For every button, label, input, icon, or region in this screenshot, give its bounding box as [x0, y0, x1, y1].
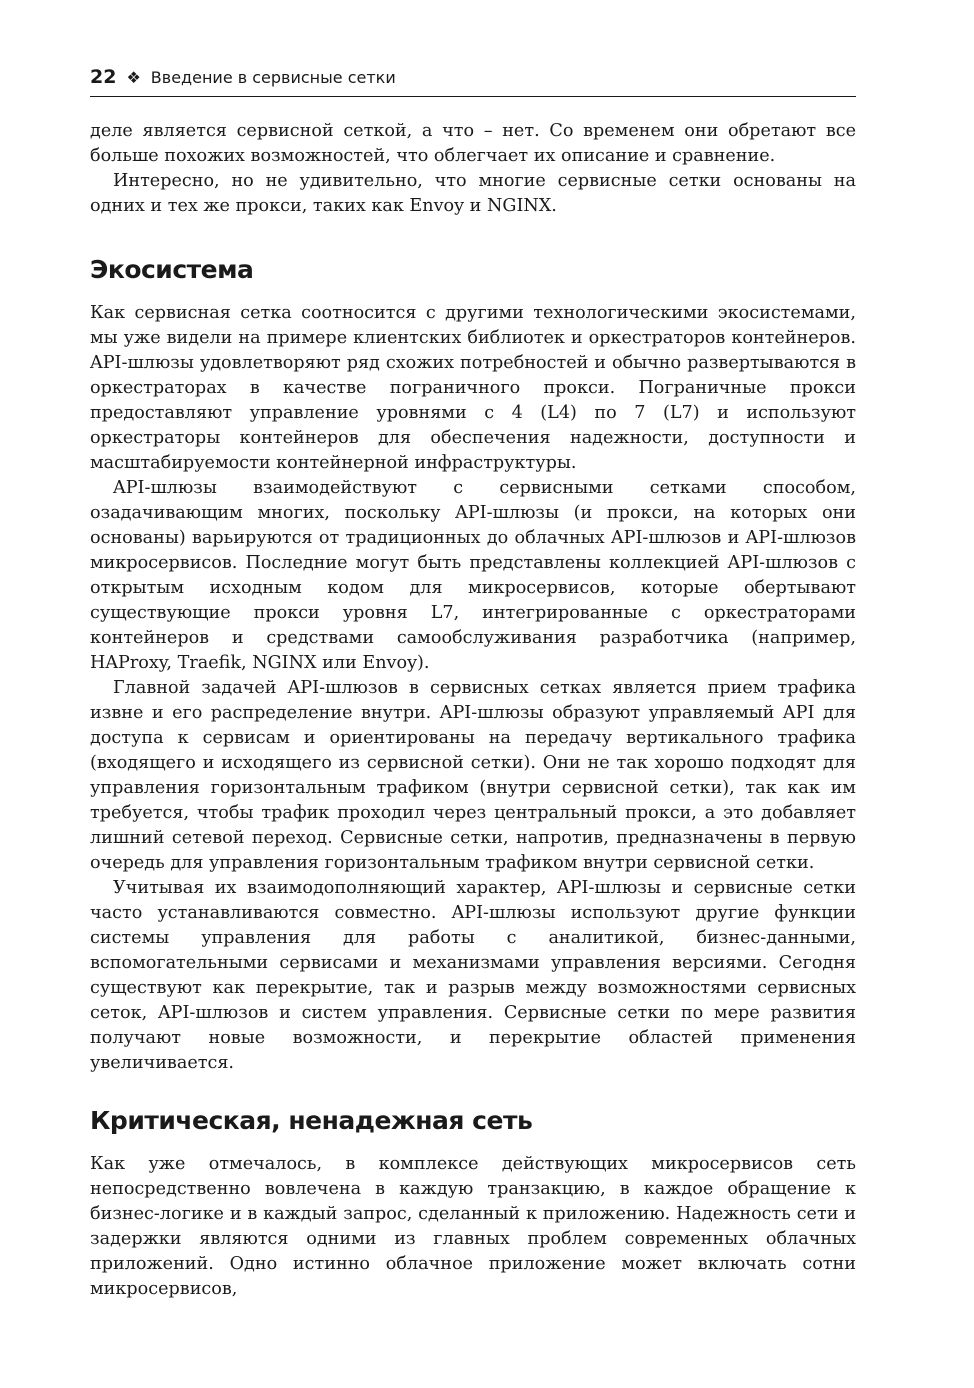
section-heading-network: Критическая, ненадежная сеть [90, 1106, 533, 1135]
ecosystem-paragraph-2: API-шлюзы взаимодействуют с сервисными сетками способом, озадачивающим многих, поскольку API-шлюзы (и прокси, на которых они основаны) варьируются от традиционных до облачных API-шлюзов и API-шлюзов микросервисов. Последние могут быть представлены коллекцией API-шлюзов с открытым исходным кодом для микросервисов, которые обертывают существующие прокси уровня L7, интегрированные с оркестраторами контейнеров и средствами самообслуживания разработчика (например, HAProxy, Traefik, NGINX или Envoy). [90, 478, 856, 673]
intro-paragraph-2: Интересно, но не удивительно, что многие сервисные сетки основаны на одних и тех же прокси, таких как Envoy и NGINX. [90, 171, 856, 216]
ecosystem-paragraph-1: Как сервисная сетка соотносится с другими технологическими экосистемами, мы уже видели на примере клиентских библиотек и оркестраторов контейнеров. API-шлюзы удовлетворяют ряд схожих потребностей и обычно развертываются в оркестраторах в качестве пограничного прокси. Пограничные прокси предоставляют управление уровнями с 4 (L4) по 7 (L7) и используют оркестраторы контейнеров для обеспечения надежности, доступности и масштабируемости контейнерной инфраструктуры. [90, 303, 856, 473]
running-header [90, 66, 856, 97]
page-number: 22 [90, 66, 117, 88]
running-title: Введение в сервисные сетки [150, 68, 396, 87]
book-page [90, 66, 856, 1302]
ornament-icon: ❖ [126, 68, 141, 87]
ecosystem-paragraph-4: Учитывая их взаимодополняющий характер, API-шлюзы и сервисные сетки часто устанавливаются совместно. API-шлюзы используют другие функции системы управления для работы с аналитикой, бизнес-данными, вспомогательными сервисами и механизмами управления версиями. Сегодня существуют как перекрытие, так и разрыв между возможностями сервисных сеток, API-шлюзов и систем управления. Сервисные сетки по мере развития получают новые возможности, и перекрытие областей применения увеличивается. [90, 878, 856, 1073]
ecosystem-paragraph-3: Главной задачей API-шлюзов в сервисных сетках является прием трафика извне и его распределение внутри. API-шлюзы образуют управляемый API для доступа к сервисам и ориентированы на передачу вертикального трафика (входящего и исходящего из сервисной сетки). Они не так хорошо подходят для управления горизонтальным трафиком (внутри сервисной сетки), так как им требуется, чтобы трафик проходил через центральный прокси, а это добавляет лишний сетевой переход. Сервисные сетки, напротив, предназначены в первую очередь для управления горизонтальным трафиком внутри сервисной сетки. [90, 678, 856, 873]
intro-paragraph-1: деле является сервисной сеткой, а что – нет. Со временем они обретают все больше похожих возможностей, что облегчает их описание и сравнение. [90, 121, 856, 166]
network-paragraph-1: Как уже отмечалось, в комплексе действующих микросервисов сеть непосредственно вовлечена в каждую транзакцию, в каждое обращение к бизнес-логике и в каждый запрос, сделанный к приложению. Надежность сети и задержки являются одними из главных проблем современных облачных приложений. Одно истинно облачное приложение может включать сотни микросервисов, [90, 1154, 856, 1299]
page-body [90, 119, 856, 1302]
section-heading-ecosystem: Экосистема [90, 255, 254, 284]
